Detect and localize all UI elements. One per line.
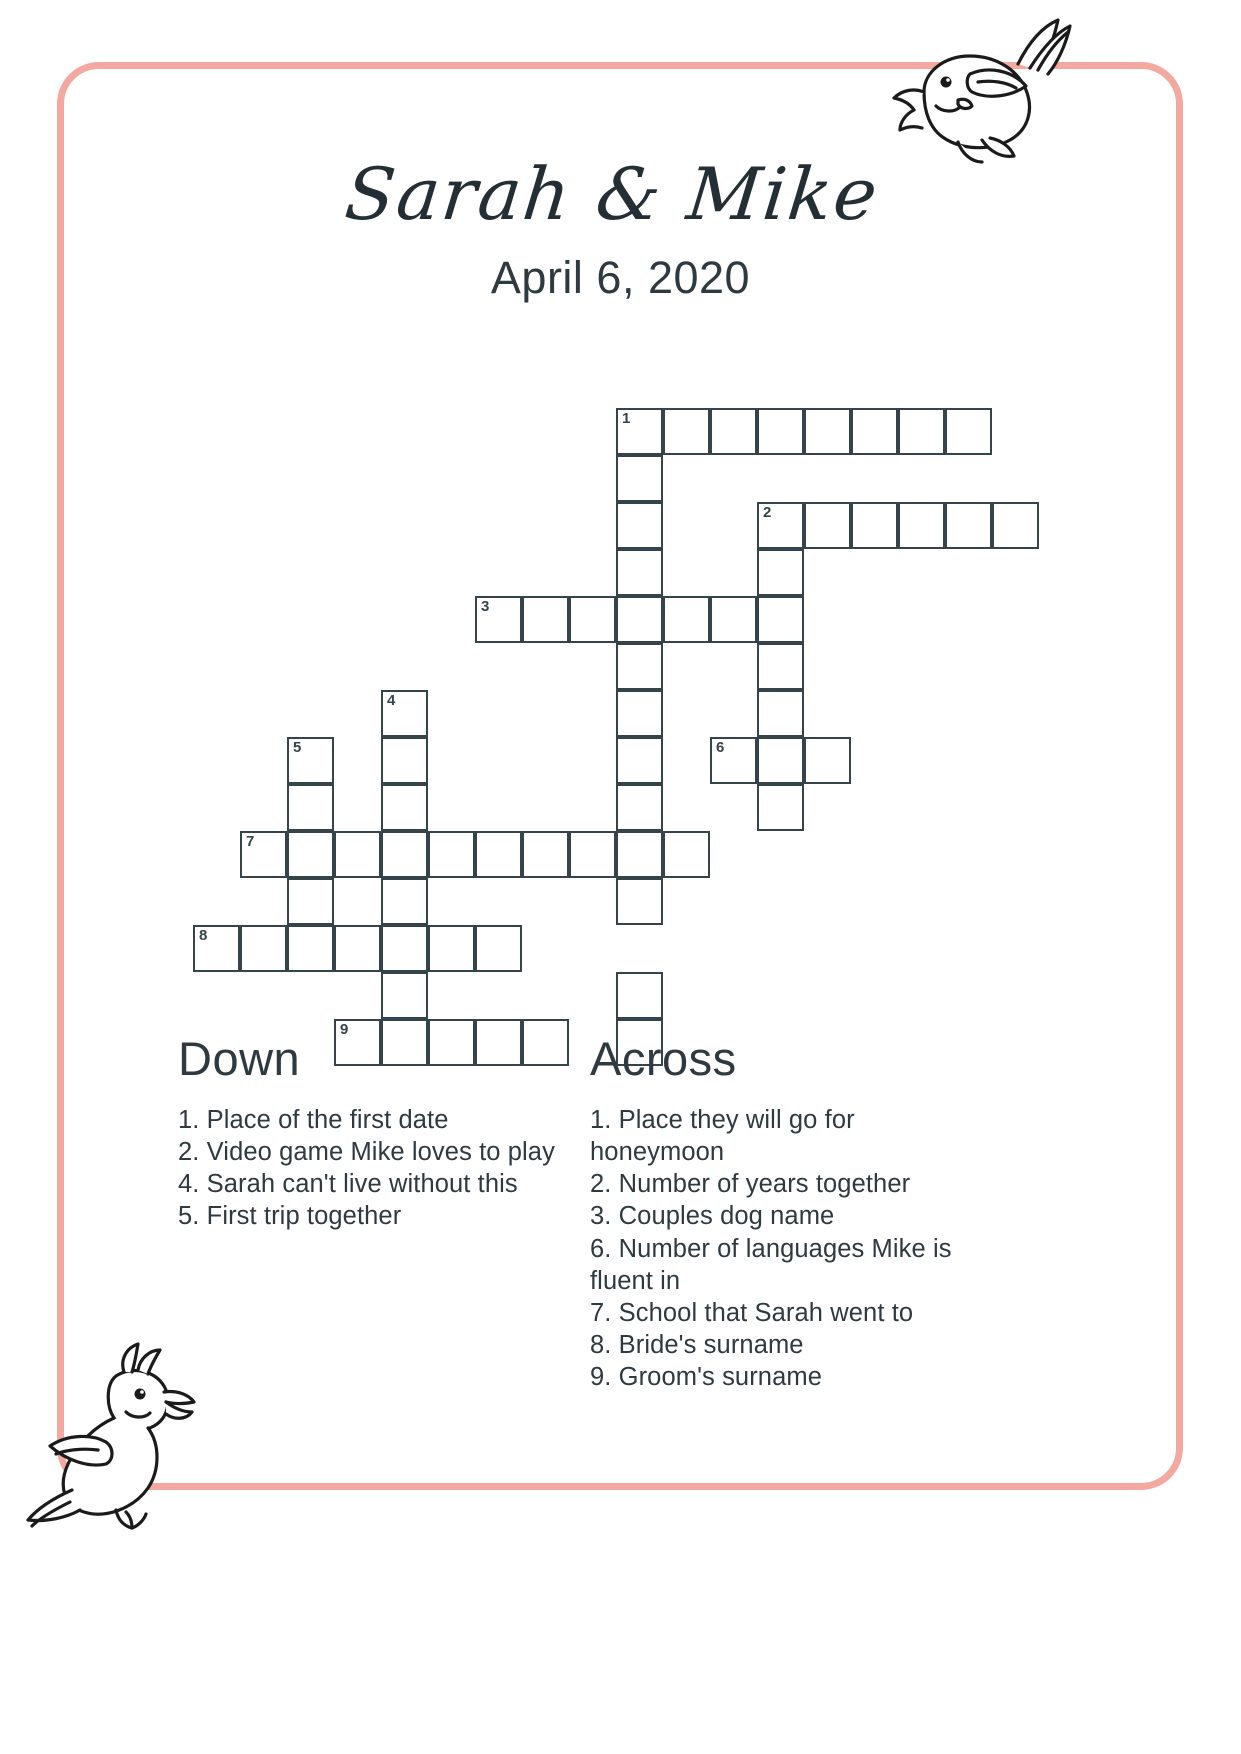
clue-item-across: 2. Number of years together: [590, 1170, 911, 1199]
crossword-cell[interactable]: [945, 502, 992, 549]
crossword-cell[interactable]: [757, 784, 804, 831]
crossword-cell[interactable]: [710, 408, 757, 455]
crossword-cell[interactable]: [851, 502, 898, 549]
crossword-cell[interactable]: [381, 831, 428, 878]
crossword-cell[interactable]: [428, 925, 475, 972]
crossword-cell[interactable]: [616, 878, 663, 925]
crossword-cell-number: 3: [481, 598, 490, 615]
crossword-cell[interactable]: [757, 690, 804, 737]
crossword-cell[interactable]: [616, 690, 663, 737]
crossword-cell[interactable]: [240, 925, 287, 972]
clue-column-down: [178, 1032, 578, 1233]
crossword-cell[interactable]: [287, 831, 334, 878]
crossword-cell[interactable]: [898, 408, 945, 455]
crossword-cell[interactable]: [569, 596, 616, 643]
crossword-cell[interactable]: [663, 408, 710, 455]
clue-list-down: [178, 1104, 578, 1233]
crossword-cell[interactable]: [381, 925, 428, 972]
crossword-cell[interactable]: [757, 502, 804, 549]
clue-item-down: 5. First trip together: [178, 1202, 402, 1231]
crossword-cell[interactable]: [616, 831, 663, 878]
clue-heading-across: Across: [590, 1032, 737, 1085]
crossword-cell[interactable]: [569, 831, 616, 878]
crossword-cell[interactable]: [616, 643, 663, 690]
crossword-cell[interactable]: [616, 972, 663, 1019]
crossword-cell[interactable]: [616, 596, 663, 643]
crossword-cell[interactable]: [287, 784, 334, 831]
crossword-cell[interactable]: [381, 784, 428, 831]
crossword-cell[interactable]: [663, 831, 710, 878]
crossword-cell[interactable]: [616, 549, 663, 596]
crossword-cell[interactable]: [616, 408, 663, 455]
crossword-cell-number: 6: [716, 739, 725, 756]
crossword-cell[interactable]: [428, 831, 475, 878]
crossword-cell[interactable]: [616, 737, 663, 784]
dove-icon: [20, 1330, 210, 1535]
clue-heading-down: Down: [178, 1032, 301, 1085]
crossword-cell[interactable]: [757, 596, 804, 643]
clue-item-across: 9. Groom's surname: [590, 1363, 822, 1391]
crossword-cell[interactable]: [475, 831, 522, 878]
crossword-cell[interactable]: [475, 596, 522, 643]
crossword-cell[interactable]: [804, 502, 851, 549]
crossword-cell[interactable]: [287, 878, 334, 925]
clue-item-down: 1. Place of the first date: [178, 1106, 449, 1134]
crossword-cell[interactable]: [804, 408, 851, 455]
crossword-cell[interactable]: [381, 737, 428, 784]
crossword-cell-number: 5: [293, 739, 302, 756]
wedding-date: April 6, 2020: [490, 252, 751, 303]
crossword-cell-number: 1: [622, 410, 631, 427]
crossword-cell[interactable]: [334, 831, 381, 878]
crossword-cell[interactable]: [381, 972, 428, 1019]
dove-icon: [862, 14, 1072, 179]
crossword-cell-number: 4: [387, 692, 396, 709]
crossword-cell[interactable]: [757, 737, 804, 784]
crossword-cell[interactable]: [663, 596, 710, 643]
crossword-cell[interactable]: [616, 502, 663, 549]
crossword-cell[interactable]: [616, 455, 663, 502]
crossword-cell[interactable]: [193, 925, 240, 972]
crossword-cell[interactable]: [475, 925, 522, 972]
crossword-cell-number: 7: [246, 833, 255, 850]
clue-list-across: [590, 1104, 990, 1393]
crossword-cell[interactable]: [710, 737, 757, 784]
crossword-cell[interactable]: [851, 408, 898, 455]
clue-column-across: [590, 1032, 990, 1393]
crossword-cell[interactable]: [381, 690, 428, 737]
clue-item-down: 4. Sarah can't live without this: [178, 1170, 518, 1199]
crossword-cell[interactable]: [710, 596, 757, 643]
crossword-cell[interactable]: [945, 408, 992, 455]
clue-item-across: 7. School that Sarah went to: [590, 1298, 914, 1327]
crossword-cell[interactable]: [334, 925, 381, 972]
crossword-cell[interactable]: [757, 549, 804, 596]
crossword-cell[interactable]: [522, 831, 569, 878]
crossword-cell-number: 8: [199, 927, 208, 944]
clue-item-across: 1. Place they will go for honeymoon: [590, 1106, 855, 1167]
clue-item-down: 2. Video game Mike loves to play: [178, 1138, 555, 1167]
crossword-cell[interactable]: [287, 737, 334, 784]
clue-item-across: 8. Bride's surname: [590, 1330, 804, 1359]
crossword-cell[interactable]: [287, 925, 334, 972]
crossword-cell[interactable]: [757, 643, 804, 690]
crossword-cell[interactable]: [992, 502, 1039, 549]
crossword-cell-number: 2: [763, 504, 772, 521]
crossword-cell[interactable]: [522, 596, 569, 643]
clue-item-across: 3. Couples dog name: [590, 1202, 835, 1231]
clue-item-across: 6. Number of languages Mike is fluent in: [590, 1234, 952, 1295]
crossword-cell[interactable]: [898, 502, 945, 549]
page-title: Sarah & Mike: [341, 152, 884, 236]
crossword-cell[interactable]: [240, 831, 287, 878]
crossword-cell[interactable]: [616, 784, 663, 831]
crossword-cell[interactable]: [804, 737, 851, 784]
crossword-cell-number: 9: [340, 1021, 349, 1038]
crossword-cell[interactable]: [757, 408, 804, 455]
crossword-cell[interactable]: [381, 878, 428, 925]
